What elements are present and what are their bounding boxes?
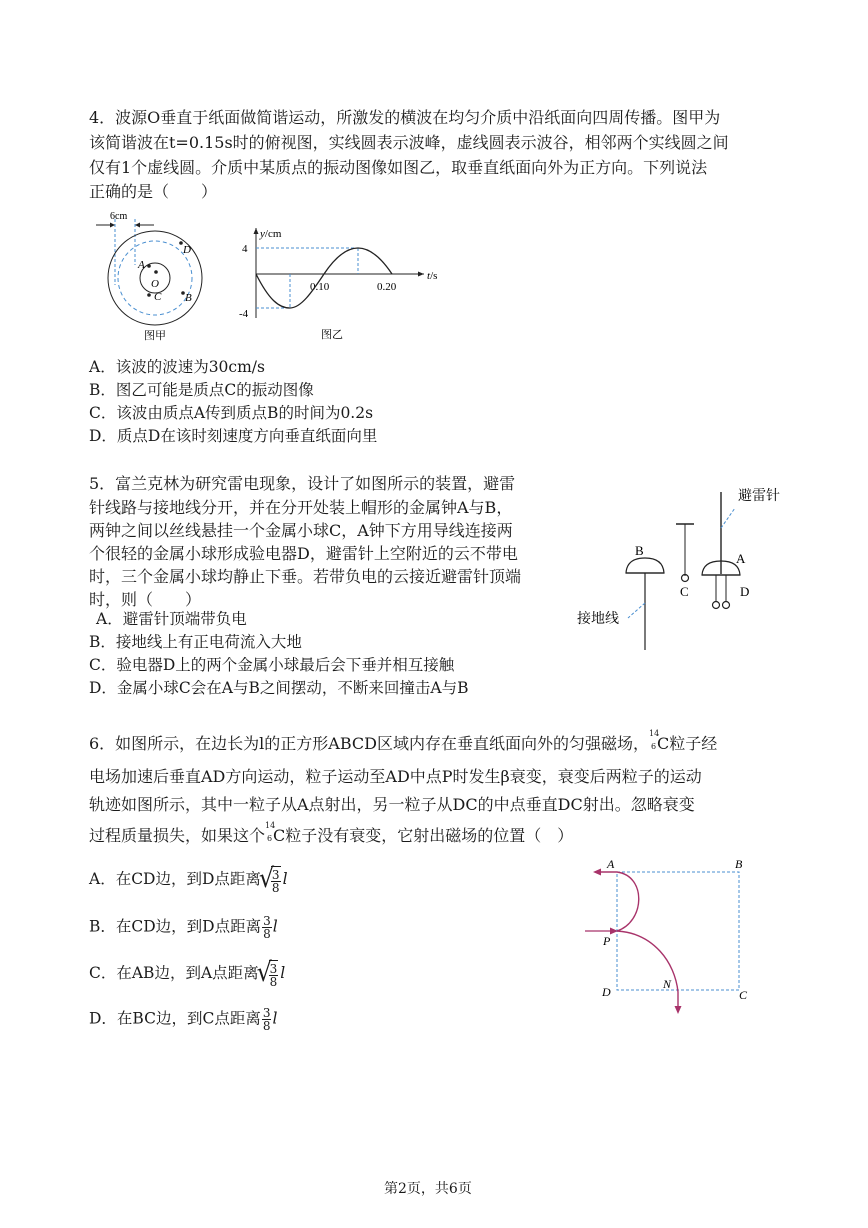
- q6-option-a[interactable]: A．在CD边，到D点距离 √ $\frac{3}{8}$ l: [89, 866, 288, 894]
- q5-stem-line-5: 时，三个金属小球均静止下垂。若带负电的云接近避雷针顶端: [89, 567, 522, 586]
- q5-option-d[interactable]: D．金属小球C会在A与B之间摆动，不断来回撞击A与B: [89, 679, 469, 697]
- q6-label-c: C: [739, 988, 748, 1002]
- q6-label-p: P: [603, 934, 611, 948]
- q5-label-ground: 接地线: [577, 612, 619, 627]
- q4-ytick-4: 4: [242, 243, 248, 255]
- q5-label-rod: 避雷针: [738, 489, 780, 504]
- q4-caption-a: 图甲: [144, 330, 166, 342]
- q6-stem-line-4: 过程质量损失，如果这个 14 6 C粒子没有衰变，它射出磁场的位置（ ）: [89, 821, 574, 845]
- q4-scale-label: 6cm: [110, 211, 128, 222]
- q4-point-d: D: [183, 244, 191, 256]
- bell-b: [626, 558, 664, 573]
- trajectory-to-a: [599, 872, 639, 931]
- trajectory-to-n: [617, 931, 678, 1008]
- q6-option-c[interactable]: C．在AB边，到A点距离 √ $\frac{3}{8}$ l: [89, 960, 285, 988]
- page-footer: 第2页，共6页: [384, 1181, 472, 1197]
- q4-stem-line-2: 该简谐波在t=0.15s时的俯视图，实线圆表示波峰，虚线圆表示波谷，相邻两个实线圆之间: [89, 133, 729, 152]
- q5-label-d: D: [740, 584, 750, 599]
- q6-figure-field: [585, 852, 765, 1022]
- q5-figure-franklin: [570, 478, 800, 658]
- q4-vibration-curve: [256, 248, 392, 308]
- q6-label-n: N: [663, 977, 672, 991]
- q4-ylabel: y/cm: [260, 228, 282, 240]
- q5-stem-line-3: 两钟之间以丝线悬挂一个金属小球C，A钟下方用导线连接两: [89, 521, 513, 540]
- q5-stem-line-2: 针线路与接地线分开，并在分开处装上帽形的金属钟A与B，: [89, 498, 513, 517]
- q6-label-d: D: [602, 985, 611, 999]
- q4-option-d[interactable]: D．质点D在该时刻速度方向垂直纸面向里: [89, 427, 378, 445]
- q4-point-o: O: [151, 278, 159, 290]
- q5-stem-line-4: 个很轻的金属小球形成验电器D，避雷针上空附近的云不带电: [89, 544, 518, 563]
- q5-option-b[interactable]: B．接地线上有正电荷流入大地: [89, 633, 302, 651]
- q6-label-b: B: [735, 857, 743, 871]
- q6-option-b[interactable]: B．在CD边，到D点距离 $\frac{3}{8}$ l: [89, 914, 278, 941]
- q5-label-c: C: [680, 584, 689, 599]
- q6-stem-line-3: 轨迹如图所示，其中一粒子从A点射出，另一粒子从DC的中点垂直DC射出。忽略衰变: [89, 795, 695, 814]
- q6-isotope-2: 14 6: [265, 821, 276, 843]
- q5-stem-line-6: 时，则（ ）: [89, 590, 202, 609]
- q4-option-c[interactable]: C．该波由质点A传到质点B的时间为0.2s: [89, 404, 374, 422]
- q4-figure-b: [234, 222, 449, 350]
- field-square: [617, 872, 739, 990]
- q4-point-c: C: [154, 291, 162, 303]
- q4-stem-line-1: 4．波源O垂直于纸面做简谐运动，所激发的横波在均匀介质中沿纸面向四周传播。图甲为: [89, 108, 721, 127]
- q4-xlabel: t/s: [427, 270, 438, 282]
- q6-label-a: A: [607, 857, 615, 871]
- q4-ytick-neg4: -4: [239, 308, 249, 320]
- q4-point-a: A: [138, 259, 145, 271]
- q4-option-a[interactable]: A．该波的波速为30cm/s: [89, 358, 265, 376]
- q5-label-b: B: [635, 543, 644, 558]
- q4-caption-b: 图乙: [321, 329, 343, 341]
- q4-xtick-010: 0.10: [310, 281, 330, 293]
- q5-stem-line-1: 5．富兰克林为研究雷电现象，设计了如图所示的装置，避雷: [89, 474, 516, 493]
- q4-option-b[interactable]: B．图乙可能是质点C的振动图像: [89, 381, 314, 399]
- q4-stem-line-3: 仅有1个虚线圆。介质中某质点的振动图像如图乙，取垂直纸面向外为正方向。下列说法: [89, 158, 708, 177]
- q5-label-a: A: [736, 551, 746, 566]
- q6-option-d[interactable]: D．在BC边，到C点距离 $\frac{3}{8}$ l: [89, 1006, 278, 1033]
- q5-option-a[interactable]: A．避雷针顶端带负电: [96, 610, 247, 628]
- q4-stem-line-4: 正确的是（ ）: [89, 182, 218, 201]
- q6-stem-line-1: 6．如图所示，在边长为l的正方形ABCD区域内存在垂直纸面向外的匀强磁场， 14 6 C粒子经: [89, 729, 718, 753]
- q6-isotope-1: 14 6: [648, 729, 660, 751]
- q4-xtick-020: 0.20: [377, 281, 397, 293]
- q4-point-b: B: [185, 292, 192, 304]
- q4-figure-a: [88, 205, 228, 350]
- q6-stem-line-2: 电场加速后垂直AD方向运动，粒子运动至AD中点P时发生β衰变，衰变后两粒子的运动: [89, 767, 702, 786]
- q5-option-c[interactable]: C．验电器D上的两个金属小球最后会下垂并相互接触: [89, 656, 455, 674]
